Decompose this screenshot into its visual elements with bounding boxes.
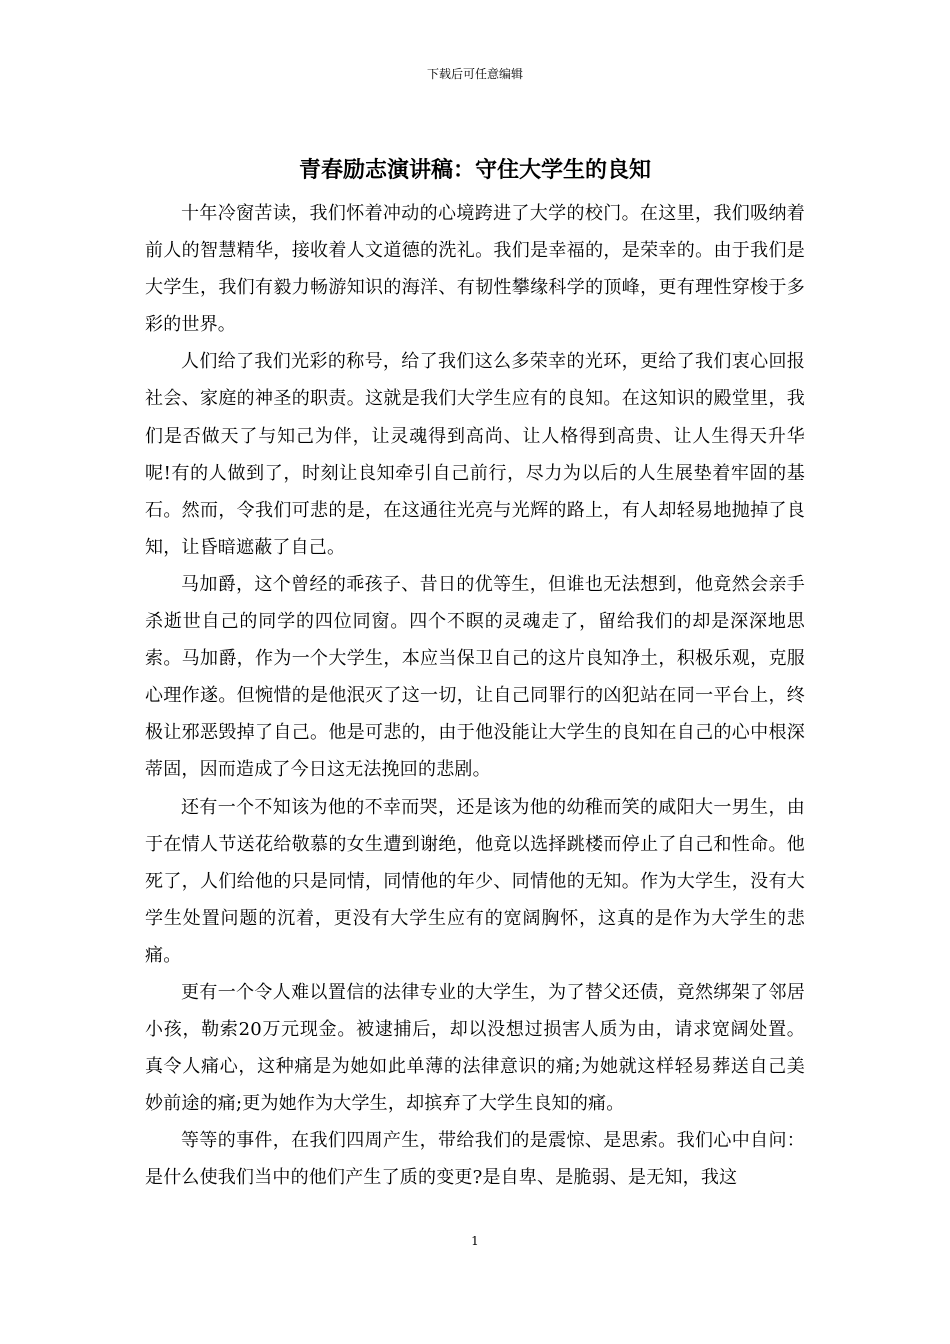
paragraph: 更有一个令人难以置信的法律专业的大学生，为了替父还债，竟然绑架了邻居小孩，勒索20万元现金。被逮捕后，却以没想过损害人质为由，请求宽阔处置。真令人痛心，这种痛是为她如此单薄的法律意识的痛;为她就这样轻易葬送自己美妙前途的痛;更为她作为大学生，却摈弃了大学生良知的痛。 xyxy=(145,981,805,1115)
paragraph: 十年冷窗苦读，我们怀着冲动的心境跨进了大学的校门。在这里，我们吸纳着前人的智慧精华，接收着人文道德的洗礼。我们是幸福的，是荣幸的。由于我们是大学生，我们有毅力畅游知识的海洋、有韧性攀缘科学的顶峰，更有理性穿梭于多彩的世界。 xyxy=(145,203,805,336)
page-number: 1 xyxy=(471,1234,479,1248)
paragraph: 还有一个不知该为他的不幸而哭，还是该为他的幼稚而笑的咸阳大一男生，由于在情人节送花给敬慕的女生遭到谢绝，他竟以选择跳楼而停止了自己和性命。他死了，人们给他的只是同情，同情他的年少、同情他的无知。作为大学生，没有大学生处置问题的沉着，更没有大学生应有的宽阔胸怀，这真的是作为大学生的悲痛。 xyxy=(145,796,805,966)
paragraph: 人们给了我们光彩的称号，给了我们这么多荣幸的光环，更给了我们衷心回报社会、家庭的神圣的职责。这就是我们大学生应有的良知。在这知识的殿堂里，我们是否做天了与知己为伴，让灵魂得到高尚、让人格得到高贵、让人生得天升华呢!有的人做到了，时刻让良知牵引自己前行，尽力为以后的人生展垫着牢固的基石。然而，令我们可悲的是，在这通往光亮与光辉的路上，有人却轻易地抛掉了良知，让昏暗遮蔽了自己。 xyxy=(145,351,805,558)
paragraph: 等等的事件，在我们四周产生，带给我们的是震惊、是思索。我们心中自问：是什么使我们当中的他们产生了质的变更?是自卑、是脆弱、是无知，我这 xyxy=(145,1130,805,1189)
document-body xyxy=(145,195,805,1197)
paragraph: 马加爵，这个曾经的乖孩子、昔日的优等生，但谁也无法想到，他竟然会亲手杀逝世自己的同学的四位同窗。四个不瞑的灵魂走了，留给我们的却是深深地思索。马加爵，作为一个大学生，本应当保卫自己的这片良知净土，积极乐观，克服心理作遂。但惋惜的是他泯灭了这一切，让自己同罪行的凶犯站在同一平台上，终极让邪恶毁掉了自己。他是可悲的，由于他没能让大学生的良知在自己的心中根深蒂固，因而造成了今日这无法挽回的悲剧。 xyxy=(145,573,805,781)
page-header: 下载后可任意编辑 xyxy=(426,67,523,81)
document-title: 青春励志演讲稿：守住大学生的良知 xyxy=(298,157,651,183)
